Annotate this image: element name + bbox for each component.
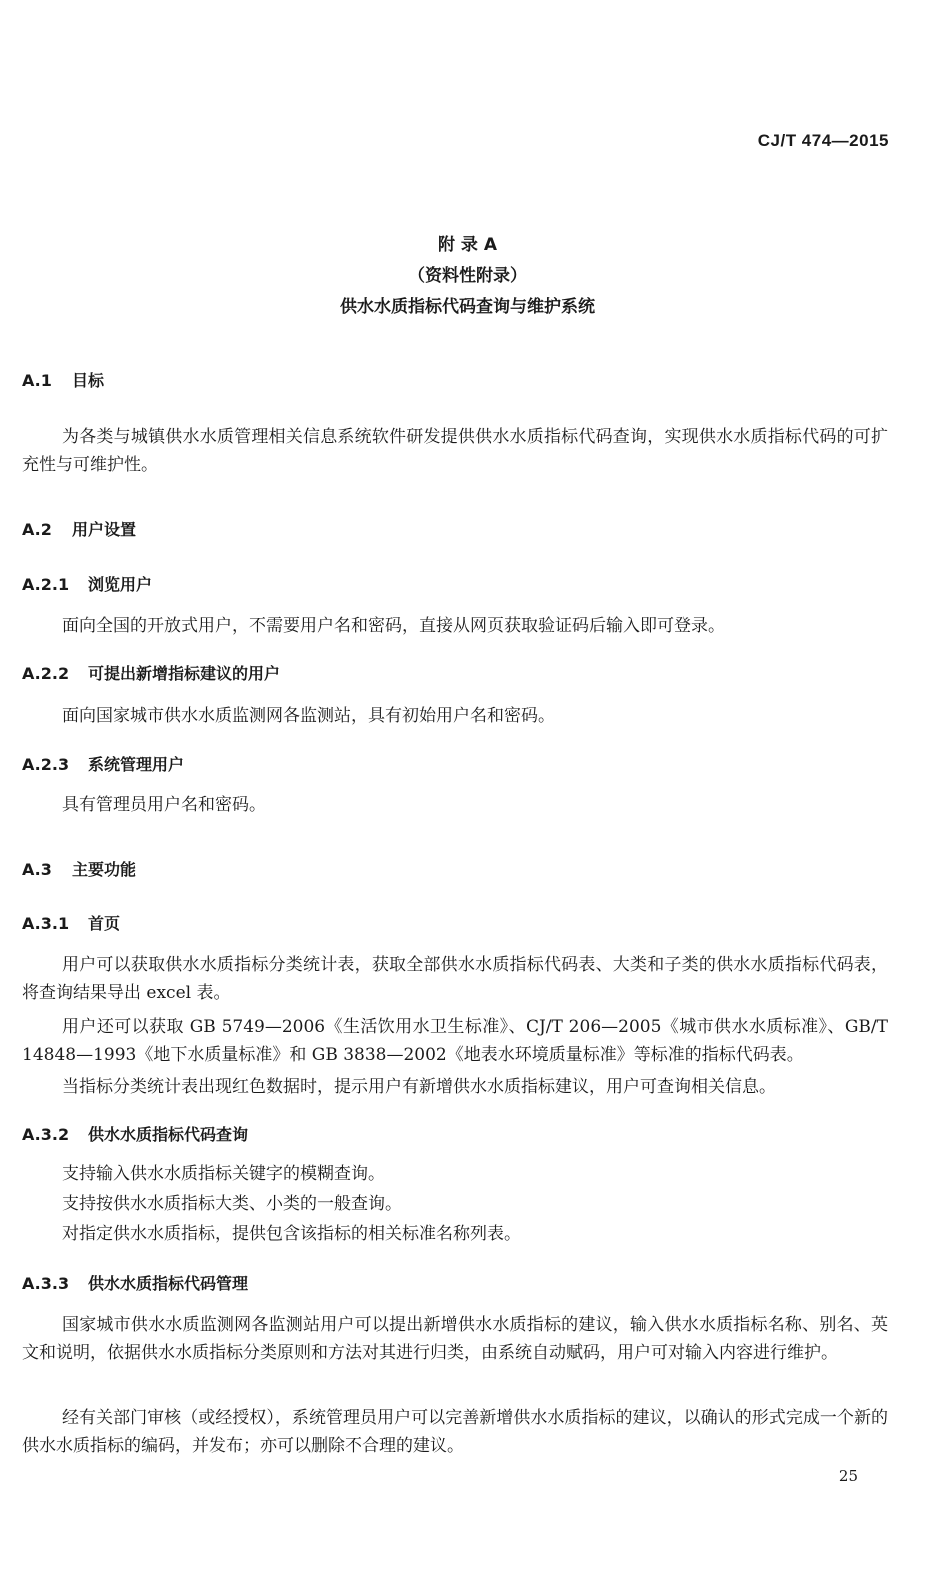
section-number: A.1 bbox=[22, 371, 52, 390]
paragraph: 面向全国的开放式用户，不需要用户名和密码，直接从网页获取验证码后输入即可登录。 bbox=[62, 616, 725, 636]
paragraph: 支持输入供水水质指标关键字的模糊查询。 bbox=[62, 1164, 385, 1184]
paragraph: 具有管理员用户名和密码。 bbox=[62, 795, 266, 815]
section-number: A.3 bbox=[22, 860, 52, 879]
paragraph: 当指标分类统计表出现红色数据时，提示用户有新增供水水质指标建议，用户可查询相关信息。 bbox=[62, 1077, 776, 1097]
paragraph: 为各类与城镇供水水质管理相关信息系统软件研发提供供水水质指标代码查询，实现供水水质指标代码的可扩充性与可维护性。 bbox=[22, 427, 888, 475]
page-number: 25 bbox=[838, 1467, 858, 1485]
section-heading-a33 bbox=[22, 1271, 248, 1294]
section-number: A.3.1 bbox=[22, 914, 70, 933]
paragraph: 用户可以获取供水水质指标分类统计表，获取全部供水水质指标代码表、大类和子类的供水水质指标代码表，将查询结果导出 excel 表。 bbox=[22, 955, 888, 1003]
appendix-title: 附 录 A bbox=[438, 235, 497, 255]
section-title: 供水水质指标代码查询 bbox=[88, 1125, 249, 1144]
section-heading-a3 bbox=[22, 857, 136, 880]
paragraph: 用户还可以获取 GB 5749—2006《生活饮用水卫生标准》、CJ/T 206—2005《城市供水水质标准》、GB/T 14848—1993《地下水质量标准》和 GB 3838—2002《地表水环境质量标准》等标准的指标代码表。 bbox=[22, 1017, 888, 1065]
section-title: 目标 bbox=[72, 371, 105, 390]
section-heading-a31 bbox=[22, 911, 120, 934]
section-heading-a22 bbox=[22, 661, 280, 684]
section-heading-a23 bbox=[22, 752, 184, 775]
section-heading-a1 bbox=[22, 368, 104, 391]
section-title: 首页 bbox=[88, 914, 121, 933]
paragraph: 面向国家城市供水水质监测网各监测站，具有初始用户名和密码。 bbox=[62, 706, 555, 726]
section-heading-a2 bbox=[22, 517, 136, 540]
section-number: A.3.3 bbox=[22, 1274, 70, 1293]
section-number: A.2.3 bbox=[22, 755, 70, 774]
section-title: 可提出新增指标建议的用户 bbox=[88, 664, 281, 683]
paragraph: 支持按供水水质指标大类、小类的一般查询。 bbox=[62, 1194, 402, 1214]
section-heading-a21 bbox=[22, 572, 152, 595]
section-title: 用户设置 bbox=[72, 520, 137, 539]
paragraph: 对指定供水水质指标，提供包含该指标的相关标准名称列表。 bbox=[62, 1224, 521, 1244]
section-number: A.2.1 bbox=[22, 575, 70, 594]
section-number: A.2.2 bbox=[22, 664, 70, 683]
section-heading-a32 bbox=[22, 1122, 248, 1145]
standard-code-header: CJ/T 474—2015 bbox=[757, 131, 889, 150]
appendix-subject: 供水水质指标代码查询与维护系统 bbox=[340, 297, 595, 317]
paragraph: 经有关部门审核（或经授权），系统管理员用户可以完善新增供水水质指标的建议，以确认的形式完成一个新的供水水质指标的编码，并发布；亦可以删除不合理的建议。 bbox=[22, 1408, 888, 1456]
section-title: 系统管理用户 bbox=[88, 755, 185, 774]
section-title: 主要功能 bbox=[72, 860, 137, 879]
section-number: A.2 bbox=[22, 520, 52, 539]
appendix-type: （资料性附录） bbox=[408, 266, 527, 286]
section-title: 供水水质指标代码管理 bbox=[88, 1274, 249, 1293]
paragraph: 国家城市供水水质监测网各监测站用户可以提出新增供水水质指标的建议，输入供水水质指标名称、别名、英文和说明，依据供水水质指标分类原则和方法对其进行归类，由系统自动赋码，用户可对输入内容进行维护。 bbox=[22, 1315, 888, 1363]
section-number: A.3.2 bbox=[22, 1125, 70, 1144]
section-title: 浏览用户 bbox=[88, 575, 153, 594]
